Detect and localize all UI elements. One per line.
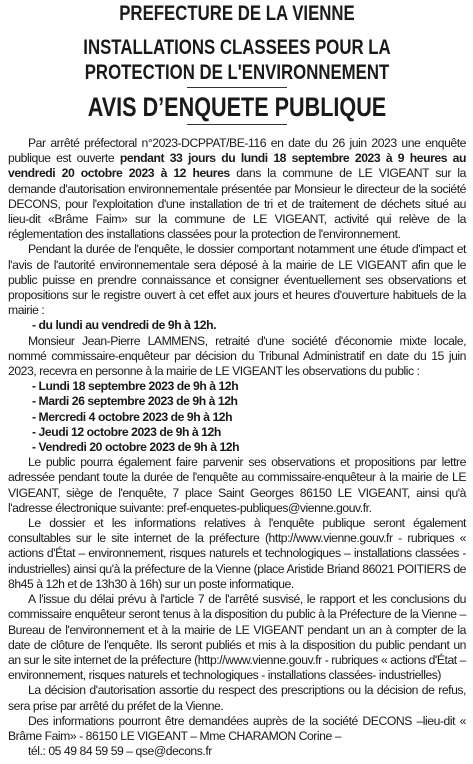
paragraph-commissioner: Monsieur Jean-Pierre LAMMENS, retraité d'une société d'économie mixte locale, nommé commissaire-enquêteur par décision du Tribunal Administratif en date du 15 juin 2023, recevra en personne à la mairie de LE VIGEANT les observations du public : xyxy=(8,333,466,379)
session-item: - Mardi 26 septembre 2023 de 9h à 12h xyxy=(32,394,238,409)
enquiry-period: pendant 33 jours du lundi 18 septembre 2023 à 9 heures au vendredi 20 octobre 2023 à 12 heures xyxy=(8,151,466,181)
paragraph-report: A l'issue du délai prévu à l'article 7 de l'arrêté susvisé, le rapport et les conclusions du commissaire enquêteur seront tenus à la disposition du public à la Préfecture de la Vienne – Bureau de l'environnement et à la mairie de LE VIGEANT pendant un an à compter de la date de clôture de l'enquête. Ils seront publiés et mis à la disposition du public pendant un an sur le site internet de la préfecture (http://www.vienne.gouv.fr - rubriques « actions d'État – environnement, risques naturels et technologiques - installations classées- industrielles) xyxy=(8,592,466,683)
paragraph-file-deposit: Pendant la durée de l'enquête, le dossier comportant notamment une étude d'impact et l'avis de l'autorité environnementale sera déposé à la mairie de LE VIGEANT afin que le public puisse en prendre connaissance et consigner éventuellement ses observations et propositions sur le registre ouvert à cet effet aux jours et heures d'ouverture habituels de la mairie : xyxy=(8,242,466,318)
prefecture-heading: PREFECTURE DE LA VIENNE xyxy=(119,2,355,25)
session-item: - Jeudi 12 octobre 2023 de 9h à 12h xyxy=(32,424,221,439)
contact-line: tél.: 05 49 84 59 59 – qse@decons.fr xyxy=(28,744,212,759)
paragraph-information: Des informations pourront être demandées auprès de la société DECONS –lieu-dit « Brâme Faim» - 86150 LE VIGEANT – Mme CHARAMON Corine – xyxy=(8,713,466,743)
notice-body xyxy=(8,136,466,759)
session-item: - Vendredi 20 octobre 2023 de 9h à 12h xyxy=(32,440,240,455)
paragraph-online: Le dossier et les informations relatives à l'enquête publique seront également consultables sur le site internet de la préfecture (http://www.vienne.gouv.fr - rubriques « actions d'État – environnement, risques naturels et technologiques – installations classées - industrielles) ainsi qu'à la préfecture de la Vienne (place Aristide Briand 86021 POITIERS de 8h45 à 12h et de 13h30 à 16h) sur un poste informatique. xyxy=(8,516,466,591)
notice-title: AVIS D’ENQUETE PUBLIQUE xyxy=(87,92,387,122)
divider xyxy=(8,122,466,126)
category-heading: INSTALLATIONS CLASSEES POUR LA PROTECTION DE L'ENVIRONNEMENT xyxy=(83,36,391,84)
decree-details: dans la commune de LE VIGEANT sur la demande d'autorisation environnementale présentée par Monsieur le directeur de la société DECONS, pour l'exploitation d'une installation de tri et de traitement de déchets situé au lieu-dit «Brâme Faim» sur la commune de LE VIGEANT, activité qui relève de la réglementation des installations classées pour la protection de l'environnement. xyxy=(8,166,466,242)
divider xyxy=(8,85,466,89)
session-item: - Mercredi 4 octobre 2023 de 9h à 12h xyxy=(32,409,233,424)
decree-intro: Par arrêté préfectoral n°2023-DCPPAT/BE-116 en date du 26 juin 2023 une enquête publique est ouverte xyxy=(8,136,466,166)
session-item: - Lundi 18 septembre 2023 de 9h à 12h xyxy=(32,379,239,394)
paragraph-mail: Le public pourra également faire parvenir ses observations et propositions par lettre adressée pendant toute la durée de l'enquête au commissaire-enquêteur à la mairie de LE VIGEANT, siège de l'enquête, 7 place Saint Georges 86150 LE VIGEANT, ainsi qu'à l'adresse électronique suivante: pref-enquetes-publiques@vienne.gouv.fr. xyxy=(8,455,466,515)
office-hours: - du lundi au vendredi de 9h à 12h. xyxy=(32,318,217,333)
paragraph-decision: La décision d'autorisation assortie du respect des prescriptions ou la décision de refus, sera prise par arrêté du préfet de la Vienne. xyxy=(8,683,466,713)
paragraph-decree xyxy=(8,136,466,242)
